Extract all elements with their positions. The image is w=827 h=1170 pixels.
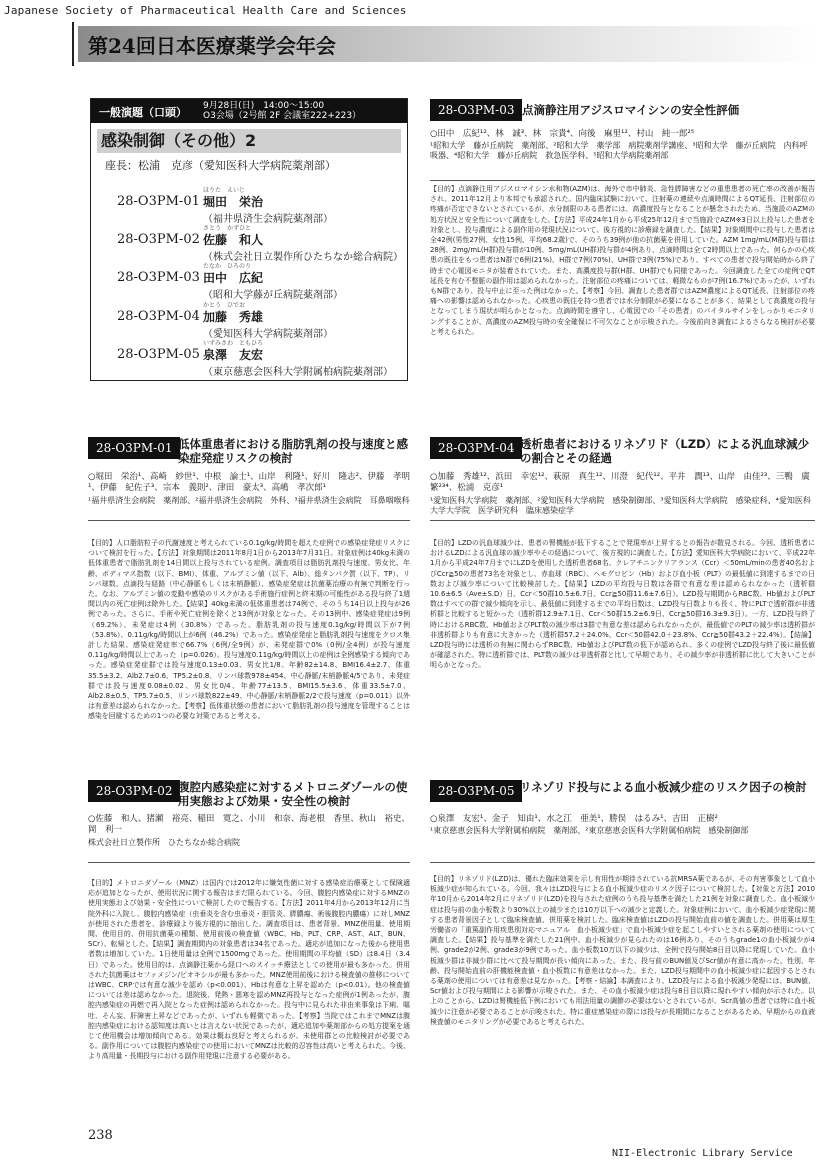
session-room: O3会場（2号館 2F 会議室222+223） xyxy=(203,111,362,121)
speaker-ruby: ほりた えいじ xyxy=(203,187,246,194)
speaker-name: 加藤 秀雄 xyxy=(203,310,264,324)
page-number: 238 xyxy=(88,1128,113,1143)
society-name: Japanese Society of Pharmaceutical Health Care and Sciences xyxy=(4,4,407,17)
paper-authors: ○田中 広紀¹²、林 誠³、林 宗貴⁴、向後 麻里¹²、村山 純一郎²⁵ xyxy=(430,129,695,139)
paper-title: リネゾリド投与による血小板減少症のリスク因子の検討 xyxy=(520,780,807,794)
speaker-affiliation: （昭和大学藤が丘病院薬剤部） xyxy=(203,290,343,301)
speaker-id: 28-O3PM-02 xyxy=(117,232,200,247)
session-title: 感染制御（その他）2 xyxy=(97,129,401,153)
divider xyxy=(430,520,815,521)
paper-title-block xyxy=(88,780,410,810)
library-credit: NII-Electronic Library Service xyxy=(612,1148,793,1159)
paper-authors: ○堀田 栄治¹、高崎 紗世¹、中根 論士¹、山岸 利隆¹、好川 隆志²、伊藤 孝明¹、伊藤 紀佐子³、宗本 義則²、津田 豪太³、高嶋 孝次郎¹ xyxy=(88,472,410,493)
speaker-name: 泉澤 友宏 xyxy=(203,348,264,362)
speaker-ruby: かとう ひでお xyxy=(203,302,246,309)
session-box xyxy=(90,98,408,381)
session-type: 一般演題（口頭） xyxy=(99,106,187,119)
speaker-id: 28-O3PM-05 xyxy=(117,347,200,362)
speaker-ruby: いずみさわ ともひろ xyxy=(203,340,264,347)
paper-title: 低体重患者における脂肪乳剤の投与速度と感染症発症リスクの検討 xyxy=(178,437,408,465)
paper-title-block xyxy=(430,780,815,810)
paper-abstract: 【目的】LZDの汎血球減少は、患者の腎機能が低下することで発現率が上昇するとの報告が散見される。今回、透析患者におけるLZDによる汎血球の減少率やその経過について、後方視的に調査した。【方法】愛知医科大学病院において、平成22年1月から平成24年7月までにLZDを使用した透析患者68名、クレアチニンクリアランス（Ccr）＜50mL/minの患者40名およびCcr≧50の患者73名を対象とし、赤血球（RBC）、ヘモグロビン（Hb）および血小板（PLT）の最低値に到達するまでの日数および減少率について比較検討した。【結果】LZDの平均投与日数は各群で有意な差は認められなかった（透析群10.6±6.5（Ave±S.D）日、Ccr＜50群10.5±6.7日、Ccr≧50群11.6±7.6日）。LZD投与期間からRBC数、Hb値およびPLT数はすべての群で減少傾向を示し、最低値に到達するまでの平均日数は、LZD投与日数よりも長く、特にPLTで透析群が非透析群と比較すると短かった（透析群12.9±7.1日、Ccr＜50群15.2±6.9日、Ccr≧50群16.3±9.3日）。一方、LZD投与終了時におけるRBC数、Hb値およびPLT数の減少率は3群で有意な差は認められなかったが、最低値でのPLTの減少率は透析群が非透析群よりも有意に大きかった（透析群57.2＋24.0%、Ccr＜50群42.0＋23.8%、Ccr≧50群43.2＋22.4%）。【結論】LZD投与時には透析の有無に関わらずRBC数、Hb値およびPLT数の低下が認められ、多くの症例でLZD投与終了後に最低値が確認された。特に透析群では、PLT数の減少は非透析群と比して早期であり、その減少率が非透析群に比して大きいことが明らかとなった。 xyxy=(430,539,815,670)
header-rule xyxy=(72,22,74,66)
divider xyxy=(430,862,815,863)
divider xyxy=(88,520,410,521)
paper-id: 28-O3PM-02 xyxy=(88,780,180,802)
paper-abstract: 【目的】メトロニダゾール（MNZ）は国内では2012年に嫌気性菌に対する感染症治療薬として保険適応が追加となったが、使用状況に関する報告はまだ限られている。今回、腹腔内感染症に対するMNZの使用実態および効果・安全性について検討したので報告する。【方法】2011年4月から2013年12月に当院外科に入院し、腹腔内感染症（虫垂炎を含む虫垂炎・胆管炎、膵膿瘍、術後腹腔内膿瘍）に対しMNZが使用された患者を、診療録より後方視的に抽出した。調査項目は、患者背景、MNZ使用量、使用期間、使用目的、併用抗菌薬の種類、使用前後の検査値（WBC、Hb、PLT、CRP、AST、ALT、BUN、SCr）、転帰とした。【結果】調査期間内の対象患者は34名であった。適応が追加になった後から使用患者数は増加していた。1日使用量は全例で1500mgであった。使用期間の平均値（SD）は8.4日（3.4日）であった。使用目的は、点滴静注薬から経口へのスイッチ療法としての使用が最も多かった。併用された抗菌薬はセファメジン/ピオキシルが最も多かった。MNZ使用前後における検査値の推移についてはWBC、CRPでは有意な減少を認め（p<0.001）、Hbは有意な上昇を認めた（p<0.01）。他の検査値については差は認めなかった。退院後、発熱・悪寒を認めMNZ再投与となった症例が1例あったが、腹腔内感染症の再燃で再入院となった症例は認められなかった。投与中に見られた非由来事象は下痢、嘔吐、そん妄、肝障害上昇などであったが、いずれも軽微であった。【考察】当院ではこれまでMNZは腹腔内感染症における認知度は高いとは言えない状況であったが、適応追加や薬剤部からの処方提案を通じて使用機会は増加傾向である。効果は概ね良好と考えられるが、未使用群との比較検討が必要である。副作用については腹腔内感染症での使用においてMNZは比較的忍容性は高いと考えられた。今後、より高用量・長期投与における副作用発現に注意する必要がある。 xyxy=(88,879,410,1061)
session-chair: 座長：松浦 克彦（愛知医科大学病院薬剤部） xyxy=(105,159,336,172)
paper-title: 点滴静注用アジスロマイシンの安全性評価 xyxy=(522,103,740,117)
paper-id: 28-O3PM-03 xyxy=(430,99,522,121)
paper-title: 透析患者におけるリネゾリド（LZD）による汎血球減少の割合とその経過 xyxy=(520,437,810,465)
speaker-affiliation: （株式会社日立製作所ひたちなか総合病院） xyxy=(203,252,403,263)
paper-affiliations: ¹昭和大学 藤が丘病院 薬剤部、²昭和大学 薬学部 病院薬剤学講座、³昭和大学 藤が丘病院 内科呼吸器、⁴昭和大学 藤が丘病院 救急医学科、⁵昭和大学病院薬剤部 xyxy=(430,141,808,160)
divider xyxy=(430,180,815,181)
speaker-affiliation: （愛知医科大学病院薬剤部） xyxy=(203,329,333,340)
speaker-id: 28-O3PM-01 xyxy=(117,194,200,209)
paper-title-block xyxy=(430,437,815,467)
paper-abstract: 【目的】人口脂肪粒子の代謝速度と考えられている0.1g/kg/時間を超えた症例での感染症発症リスクについて検討を行った。【方法】対象期間は2011年8月1日から2013年7月31日。対象症例は40kg未満の低体重患者で脂肪乳剤を14日間以上投与されている症例。調査項目は脂肪乳剤投与速度、男女比、年齢、ボディマス指数（以下、BMI）、体重、アルブミン値（以下、Alb）、総タンパク質（以下、TP）、リンパ球数、点滴投与経路（中心静脈もしくは末梢静脈）、感染症発症は抗菌薬治療の有無で判断を行った。なお、アルブミン値の変動や感染のリスクがある手術施行症例と終末期の可能性がある投与終了1週間以内の死亡症例は除外した。【結果】40kg未満の低体重患者は74例で、そのうち14日以上投与が26例であった。さらに、手術や死亡症例を除くと13例が対象となった。その13例中、感染症発症は9例（69.2%）、未発症は4例（30.8%）であった。脂肪乳剤の投与速度0.1g/kg/時間以下が7例（53.8%）、0.11g/kg/時間以上が6例（46.2%）であった。感染症発症と脂肪乳剤投与速度をクロス集計した結果、感染症発症率で66.7%（6例/全9例）が、未発症群で0%（0例/全4例）が投与速度0.11g/kg/時間以上であった（p=0.026）。投与速度0.11g/kg/時間以上の症例は全例感染する傾向であった。感染症発症群では投与速度0.13±0.03、男女比1/8、年齢82±14.8、BMI16.4±2.7、体重35.5±3.2、Alb2.7±0.6、TP5.2±0.8、リンパ球数978±454、中心静脈/末梢静脈4/5であり、未発症群では投与速度0.08±0.02、男女比0/4、年齢77±13.5、BMI15.5±3.6、体重33.5±7.0、Alb2.8±0.5、TP5.7±0.5、リンパ球数822±49、中心静脈/末梢静脈2/2で投与速度（p=0.011）以外は有意差は認められなかった。【考察】低体重状態の患者において脂肪乳剤の投与速度を管理することは感染を回避するための1つの必要な対策であると考える。 xyxy=(88,539,410,721)
session-time: 9月28日(日) 14:00～15:00 xyxy=(203,101,325,111)
paper-abstract: 【目的】リネゾリド(LZD)は、優れた臨床効果を示し有用性が期待されている抗MRSA薬であるが、その有害事象として血小板減少症が知られている。今回、我々はLZD投与による血小板減少症のリスク因子について検討した。【対象と方法】2010年10月から2014年2月にリネゾリド(LZD)を投与された症例のうち投与基準を満たした21例を対象に調査した。血小板減少症は投与前の血小板数より30%以上の減少または10万以下への減少と定義した。対象症例において、血小板減少症発現に関する患者背景因子として臨床検査値、併用薬を検討した。臨床検査値はLZDの投与開始直前の値を調査した。併用薬は厚生労働省の「重篤副作用疾患別対応マニュアル 血小板減少症」で血小板減少症を起こしやすいとされる薬剤の使用について調査した。【結果】投与基準を満たした21例中、血小板減少が見られたのは16例あり、そのうちgrade1の血小板減少が4例、grade2が2例、grade3が9例であった。血小板数10万以下の減少は、全例で投与開始8日目以降に発現していた。血小板減少群は非減少群に比べて投与期間が長い傾向にあった。また、投与前のBUN値及びScr値が有意に高かった。性別、年齢、投与開始直前の肝機能検査値・血小板数に有意差はなかった。また、LZD投与期間中の血小板減少症に起因するとされる薬剤の使用については有意差は見なかった。【考察・結論】本調査により、LZD投与による血小板減少発現には、BUN値、Scr値および投与期間による影響が示唆された。また、その血小板減少症は投与8日目以降に現れやすい傾向が示された。以上のことから、LZDは腎機能低下例においても用法用量の調節の必要はないとされているが、Scr高値の患者では特に血小板減少に注意が必要であることが示唆された。特に重症感染症の際には投与が長期間になることがあるため、早期からの血液検査値のモニタリングが必要であると考えられた。 xyxy=(430,875,815,1026)
speaker-name: 佐藤 和人 xyxy=(203,233,264,247)
speaker-name: 田中 広紀 xyxy=(203,271,264,285)
session-time-room xyxy=(203,101,361,121)
speaker-affiliation: （福井県済生会病院薬剤部） xyxy=(203,214,333,225)
speaker-id: 28-O3PM-04 xyxy=(117,309,200,324)
paper-id: 28-O3PM-04 xyxy=(430,437,522,459)
paper-authors: ○泉澤 友宏¹、金子 知由¹、水之江 亜美¹、勝俣 はるみ¹、吉田 正樹² xyxy=(430,814,718,824)
paper-abstract: 【目的】点滴静注用アジスロマイシン水和物(AZM)は、海外で市中肺炎、急性膵障害などの重患患者の死亡率の改善が報告され、2011年12月より本邦でも承認された。国内臨床試験において、注射薬の連続や点滴時間によるQT延長、注射部位の疼痛が否定できないとされているが、水分制限のある患者には、高濃度投与となることが懸念されたため、当施設のAZMの処方状況と安全性について調査をした。【方法】平成24年1月から平成25年12月まで当施設でAZM※3日以上投与した患者を対象とし、投与濃度による副作用の発現状況について、後方視的に診療録を調査した。【結果】対象期間中に投与した患者は全42例(男性27例、女性15例、平均68.2歳)で、そのうち39例が他の抗菌薬を併用していた。AZM 1mg/mL(M群)投与群は28例、2mg/mL(H群)投与群が10例、5mg/mL(UH群)投与群が4例あり、点滴時間は全て2時間以上であった。何らかの心疾患の既往をもつ患者はN群で6例(21%)、H群で7例(70%)、UH群で3例(75%)であり、すべての患者で投与開始時から終了時まで心電図モニタが装着されていた。また、高濃度投与群(H群、UH群)でも同様であった。今回調査した全ての症例でQT延長を有む不整脈の副作用は認められなかった。注射部位の疼痛については、軽微なものが7例(16.7%)であったが、いずれもN群であり、投与中止に至った例はなかった。【考察】今回、調査した患者群ではAZM濃度によるQT延長、注射部位の疼痛への影響は認められなかった。心疾患の既往を持つ患者では水分制限が必要になることが多く、結果として高濃度の投与となってしまう現状が明らかとなった。点滴時間を遵守し、心電図での「その患者」のバイタルサインをしっかりモニタリングすることが、高濃度のAZM投与時の安全確保に不可欠なことが示唆された。今後前向き調査によるさらなる検討が必要と考えられた。 xyxy=(430,185,815,336)
session-header-bar xyxy=(91,99,407,123)
divider xyxy=(88,862,410,863)
speaker-ruby: さとう かずひと xyxy=(203,225,252,232)
paper-title: 腹腔内感染症に対するメトロニダゾールの使用実態および効果・安全性の検討 xyxy=(178,780,408,808)
paper-authors: ○加藤 秀雄¹²、浜田 幸宏¹²、萩原 真生¹²、川澄 紀代¹²、平井 潤¹³、山岸 由佳²³、三鴨 廣繁²³⁴、松浦 克彦¹ xyxy=(430,472,810,493)
paper-id: 28-O3PM-05 xyxy=(430,780,522,802)
paper-affiliations: ¹東京慈恵会医科大学附属柏病院 薬剤部、²東京慈恵会医科大学附属柏病院 感染制御部 xyxy=(430,826,749,835)
speaker-ruby: たなか ひろのり xyxy=(203,263,252,270)
paper-authors: ○佐藤 和人、猪瀬 裕亮、稲田 寛之、小川 和奈、海老根 香里、秋山 裕史、岡 利一 xyxy=(88,814,410,835)
speaker-name: 堀田 栄治 xyxy=(203,195,264,209)
conference-title: 第24回日本医療薬学会年会 xyxy=(88,34,336,58)
paper-affiliations: 株式会社日立製作所 ひたちなか総合病院 xyxy=(88,838,240,847)
paper-title-block xyxy=(88,437,410,467)
paper-id: 28-O3PM-01 xyxy=(88,437,180,459)
paper-affiliations: ¹福井県済生会病院 薬剤部、²福井県済生会病院 外科、³福井県済生会病院 耳鼻咽喉科 xyxy=(88,496,410,505)
speaker-affiliation: （東京慈恵会医科大学附属柏病院薬剤部） xyxy=(203,367,393,378)
speaker-id: 28-O3PM-03 xyxy=(117,270,200,285)
paper-affiliations: ¹愛知医科大学病院 薬剤部、²愛知医科大学病院 感染制御部、³愛知医科大学病院 感染症科、⁴愛知医科大学大学院 医学研究科 臨床感染症学 xyxy=(430,496,811,515)
paper-title-block xyxy=(430,99,815,129)
